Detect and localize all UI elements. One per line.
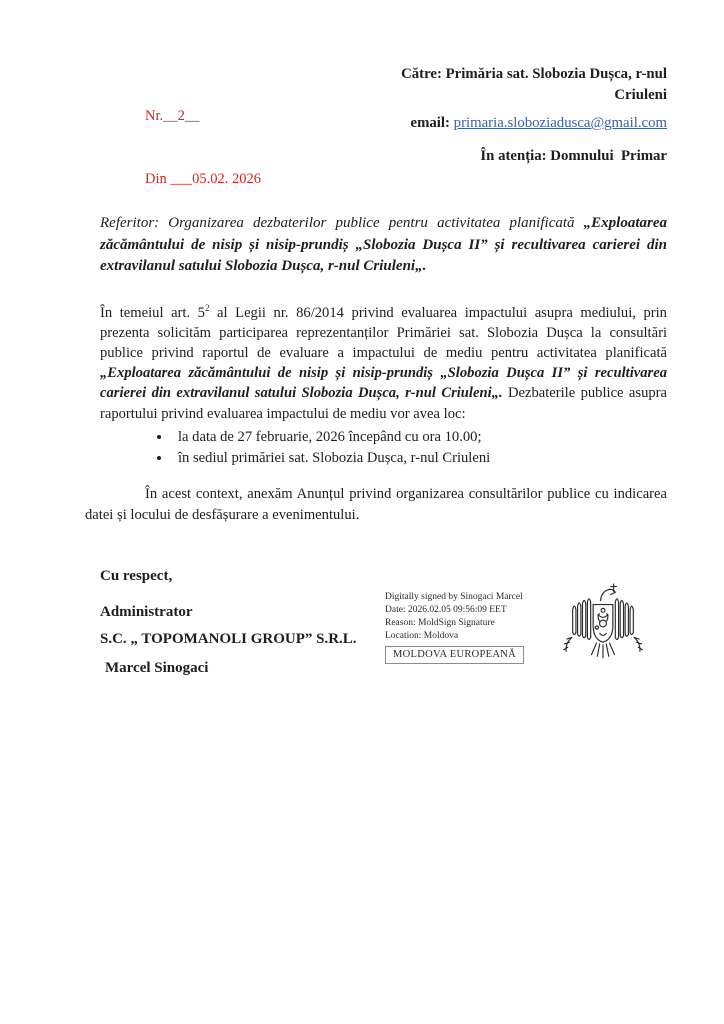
list-item-date: • la data de 27 februarie, 2026 începând cu ora 10.00;	[172, 427, 667, 449]
list-item-location: • în sediul primăriei sat. Slobozia Dușca, r-nul Criuleni	[172, 448, 667, 470]
recipient-line-1: Către: Primăria sat. Slobozia Dușca, r-nul	[401, 66, 667, 82]
body-paragraph-2: În acest context, anexăm Anunțul privind organizarea consultărilor publice cu indicarea datei și locului de desfășurare a evenimentului.	[85, 485, 667, 523]
digital-signature-block	[385, 591, 524, 664]
moldova-europeana-stamp: MOLDOVA EUROPEANĂ	[385, 646, 524, 664]
attention-line: În atenția: Domnului Primar	[480, 148, 667, 164]
p1-part2: al Legii nr. 86/2014 privind evaluarea impactului asupra mediului, prin prezenta solicităm participarea reprezentanților Primăriei sat. Slobozia Dușca la consultări publice privind raportul de evaluare a impactului de mediu pentru activitatea planificată	[100, 304, 667, 361]
digital-signature-date: Date: 2026.02.05 09:56:09 EET	[385, 605, 507, 615]
email-link[interactable]: primaria.sloboziadusca@gmail.com	[453, 115, 667, 131]
moldova-coat-of-arms-icon	[562, 580, 644, 662]
signature-salutation: Cu respect,	[100, 568, 173, 584]
subject-lead: Referitor: Organizarea dezbaterilor publice pentru activitatea planificată	[100, 215, 584, 231]
subject-emphasis: „Exploatarea zăcământului de nisip și nisip-prundiș „Slobozia Dușca II” și recultivarea carierei din extravilanul satului Slobozia Dușca, r-nul Criuleni„.	[100, 215, 667, 274]
digital-signature-reason: Reason: MoldSign Signature	[385, 618, 495, 628]
p1-superscript: 2	[204, 302, 210, 313]
recipient-line-2: Criuleni	[614, 87, 667, 103]
p1-part1: În temeiul art. 5	[100, 304, 205, 321]
body-paragraph-1	[100, 303, 667, 424]
signature-company: S.C. „ TOPOMANOLI GROUP” S.R.L.	[100, 631, 357, 647]
reference-number: Nr.__2__	[145, 108, 200, 124]
event-details-list	[100, 427, 667, 470]
p1-emphasis: „Exploatarea zăcământului de nisip și nisip-prundiș „Slobozia Dușca II” și recultivarea carierei din extravilanul satului Slobozia Dușca, r-nul Criuleni„.	[100, 365, 667, 402]
subject-paragraph	[100, 213, 667, 278]
recipient-block	[367, 64, 667, 167]
reference-date: Din ___05.02. 2026	[145, 171, 261, 187]
reference-number-block	[145, 64, 261, 232]
digital-signature-signer: Digitally signed by Sinogaci Marcel	[385, 592, 523, 602]
email-line	[367, 113, 667, 134]
email-label: email:	[410, 115, 450, 131]
letter-body	[0, 213, 724, 526]
p1-part3: Dezbaterile publice asupra raportului privind evaluarea impactului de mediu vor avea loc:	[100, 385, 668, 422]
digital-signature-location: Location: Moldova	[385, 631, 459, 641]
signature-title: Administrator	[100, 604, 193, 620]
signature-block	[100, 566, 357, 679]
signature-name: Marcel Sinogaci	[105, 660, 209, 676]
